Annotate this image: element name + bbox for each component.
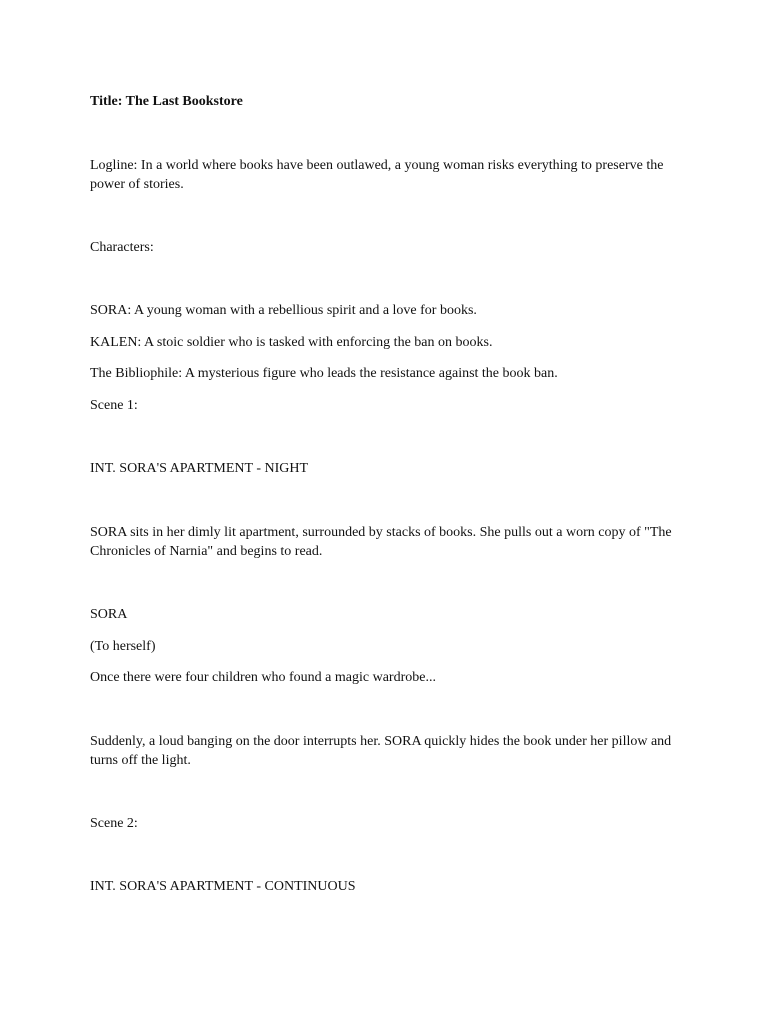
scene-1-heading: Scene 1:: [90, 398, 138, 413]
scene-2-slugline: INT. SORA'S APARTMENT - CONTINUOUS: [90, 879, 356, 894]
scene-1-action-1: SORA sits in her dimly lit apartment, surrounded by stacks of books. She pulls out a worn copy of "The Chronicles of Narnia" and begins to read.: [90, 525, 672, 559]
document-title: Title: The Last Bookstore: [90, 94, 243, 109]
character-entry-sora: SORA: A young woman with a rebellious spirit and a love for books.: [90, 303, 477, 318]
logline: Logline: In a world where books have been outlawed, a young woman risks everything to preserve the power of stories.: [90, 158, 664, 192]
scene-2-heading: Scene 2:: [90, 816, 138, 831]
scene-1-action-2: Suddenly, a loud banging on the door interrupts her. SORA quickly hides the book under her pillow and turns off the light.: [90, 734, 672, 768]
character-entry-bibliophile: The Bibliophile: A mysterious figure who leads the resistance against the book ban.: [90, 366, 558, 381]
scene-1-slugline: INT. SORA'S APARTMENT - NIGHT: [90, 461, 309, 476]
scene-1-parenthetical: (To herself): [90, 639, 156, 654]
scene-1-dialogue: Once there were four children who found a magic wardrobe...: [90, 670, 436, 685]
scene-1-character-name: SORA: [90, 607, 128, 622]
character-entry-kalen: KALEN: A stoic soldier who is tasked with enforcing the ban on books.: [90, 335, 493, 350]
characters-heading: Characters:: [90, 240, 154, 255]
